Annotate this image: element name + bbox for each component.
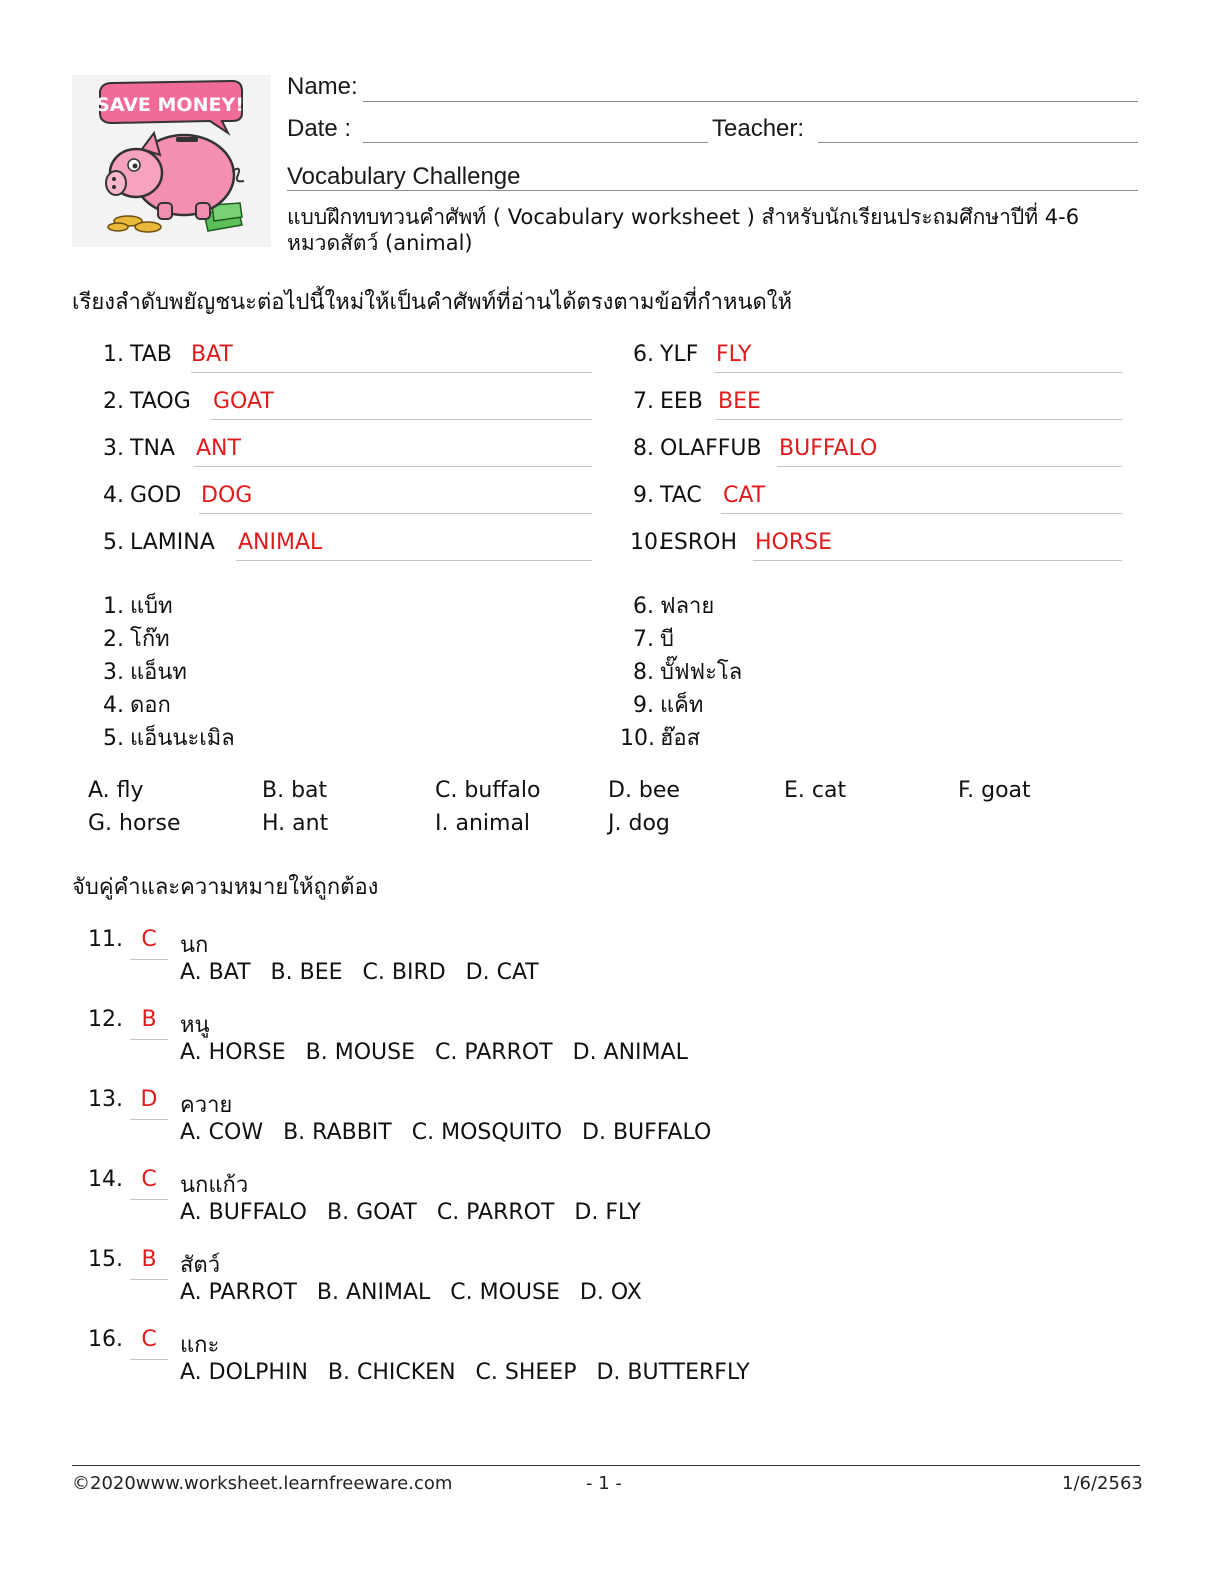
scramble-row [630, 436, 1122, 470]
answer-line[interactable] [236, 560, 592, 561]
scramble-number: 10. [630, 530, 665, 555]
title-underline [287, 190, 1138, 191]
choices: A. BUFFALO B. GOAT C. PARROT D. FLY [180, 1200, 641, 1225]
scramble-word: ESROH [660, 530, 738, 555]
scramble-row [100, 483, 592, 517]
question-number: 15. [88, 1247, 123, 1272]
answer-line[interactable] [130, 1199, 168, 1200]
scramble-number: 3. [103, 436, 124, 461]
choices: A. COW B. RABBIT C. MOSQUITO D. BUFFALO [180, 1120, 712, 1145]
matching-question [88, 1087, 788, 1157]
matching-question [88, 1007, 788, 1077]
scramble-number: 5. [103, 530, 124, 555]
list-item: 10. ฮ๊อส [620, 726, 701, 751]
answer-line[interactable] [716, 419, 1122, 420]
scramble-word: TAOG [130, 389, 191, 414]
footer-page-number: - 1 - [586, 1473, 622, 1494]
answer-line[interactable] [130, 1119, 168, 1120]
thai-word: หนู [180, 1013, 210, 1038]
option-item: G. horse [88, 811, 181, 836]
scramble-number: 7. [633, 389, 654, 414]
matching-question [88, 927, 788, 997]
matching-question [88, 1327, 788, 1397]
option-item: H. ant [262, 811, 329, 836]
footer-date: 1/6/2563 [1062, 1473, 1143, 1494]
answer-line[interactable] [714, 372, 1122, 373]
answer-line[interactable] [191, 372, 592, 373]
scramble-row [100, 436, 592, 470]
list-item: 2. โก๊ท [103, 627, 170, 652]
scramble-word: LAMINA [130, 530, 215, 555]
answer-line[interactable] [130, 1279, 168, 1280]
thai-word: นก [180, 933, 209, 958]
scramble-answer: ANIMAL [238, 530, 323, 555]
scramble-answer: DOG [201, 483, 253, 508]
thai-word: แกะ [180, 1333, 220, 1358]
option-item: D. bee [608, 778, 680, 803]
thai-word: ควาย [180, 1093, 233, 1118]
scramble-word: GOD [130, 483, 182, 508]
question-answer: C [141, 927, 157, 952]
scramble-answer: HORSE [755, 530, 833, 555]
subtitle-line-1: แบบฝึกทบทวนคำศัพท์ ( Vocabulary worksheet ) สำหรับนักเรียนประถมศึกษาปีที่ 4-6 [287, 205, 1080, 229]
thai-pronunciation-list-right [620, 590, 742, 755]
list-item: 5. แอ็นนะเมิล [103, 726, 235, 751]
question-number: 13. [88, 1087, 123, 1112]
answer-line[interactable] [130, 1359, 168, 1360]
list-item: 7. บี [633, 627, 674, 652]
list-item: 9. แค็ท [633, 693, 704, 718]
question-number: 11. [88, 927, 123, 952]
scramble-row [630, 530, 1122, 564]
question-answer: D [140, 1087, 158, 1112]
date-label: Date : [287, 115, 352, 142]
scramble-word: EEB [660, 389, 703, 414]
scramble-word: OLAFFUB [660, 436, 762, 461]
worksheet-title: Vocabulary Challenge [287, 163, 521, 190]
scramble-number: 8. [633, 436, 654, 461]
matching-question [88, 1247, 788, 1317]
answer-line[interactable] [194, 466, 592, 467]
choices: A. BAT B. BEE C. BIRD D. CAT [180, 960, 539, 985]
option-item: A. fly [88, 778, 144, 803]
scramble-word: TAC [660, 483, 702, 508]
scramble-row [100, 342, 592, 376]
matching-question [88, 1167, 788, 1237]
list-item: 1. แบ็ท [103, 594, 173, 619]
matching-instruction: จับคู่คำและความหมายให้ถูกต้อง [72, 875, 379, 900]
logo-text: SAVE MONEY! [96, 94, 244, 116]
scramble-number: 2. [103, 389, 124, 414]
footer-copyright: ©2020www.worksheet.learnfreeware.com [72, 1473, 453, 1494]
option-item: C. buffalo [435, 778, 541, 803]
choices: A. PARROT B. ANIMAL C. MOUSE D. OX [180, 1280, 642, 1305]
question-number: 12. [88, 1007, 123, 1032]
answer-line[interactable] [721, 513, 1122, 514]
name-field-line[interactable] [363, 101, 1138, 102]
choices: A. HORSE B. MOUSE C. PARROT D. ANIMAL [180, 1040, 688, 1065]
scramble-answer: FLY [716, 342, 752, 367]
scramble-row [100, 389, 592, 423]
option-item: F. goat [958, 778, 1031, 803]
answer-line[interactable] [211, 419, 592, 420]
list-item: 6. ฟลาย [633, 594, 715, 619]
question-answer: C [141, 1167, 157, 1192]
answer-line[interactable] [777, 466, 1122, 467]
piggy-bank-icon [72, 75, 271, 247]
answer-line[interactable] [199, 513, 592, 514]
name-label: Name: [287, 73, 358, 100]
scramble-answer: BUFFALO [779, 436, 878, 461]
teacher-field-line[interactable] [818, 142, 1138, 143]
choices: A. DOLPHIN B. CHICKEN C. SHEEP D. BUTTERFLY [180, 1360, 750, 1385]
option-item: B. bat [262, 778, 328, 803]
scramble-answer: BAT [191, 342, 233, 367]
thai-pronunciation-list-left [100, 590, 235, 755]
scramble-answer: CAT [723, 483, 766, 508]
footer-divider [72, 1465, 1140, 1466]
question-answer: C [141, 1327, 157, 1352]
scramble-word: TNA [130, 436, 175, 461]
scramble-number: 6. [633, 342, 654, 367]
scramble-number: 9. [633, 483, 654, 508]
answer-line[interactable] [130, 1039, 168, 1040]
scramble-number: 4. [103, 483, 124, 508]
answer-line[interactable] [130, 959, 168, 960]
scramble-answer: BEE [718, 389, 761, 414]
date-field-line[interactable] [363, 142, 708, 143]
option-item: I. animal [435, 811, 531, 836]
option-item: E. cat [784, 778, 847, 803]
scramble-word: YLF [660, 342, 699, 367]
thai-word: นกแก้ว [180, 1173, 249, 1198]
list-item: 8. บั๊ฟฟะโล [633, 660, 743, 685]
teacher-label: Teacher: [712, 115, 805, 142]
list-item: 4. ดอก [103, 693, 171, 718]
scramble-instruction: เรียงลำดับพยัญชนะต่อไปนี้ใหม่ให้เป็นคำศัพท์ที่อ่านได้ตรงตามข้อที่กำหนดให้ [72, 290, 793, 315]
scramble-answer: ANT [196, 436, 241, 461]
answer-line[interactable] [753, 560, 1122, 561]
question-number: 16. [88, 1327, 123, 1352]
list-item: 3. แอ็นท [103, 660, 187, 685]
scramble-row [630, 389, 1122, 423]
scramble-number: 1. [103, 342, 124, 367]
subtitle-line-2: หมวดสัตว์ (animal) [287, 231, 473, 255]
scramble-row [100, 530, 592, 564]
piggy-bank-logo [72, 75, 271, 247]
thai-word: สัตว์ [180, 1253, 221, 1278]
question-answer: B [141, 1247, 157, 1272]
scramble-row [630, 483, 1122, 517]
scramble-answer: GOAT [213, 389, 274, 414]
scramble-row [630, 342, 1122, 376]
scramble-word: TAB [130, 342, 172, 367]
question-answer: B [141, 1007, 157, 1032]
option-item: J. dog [608, 811, 670, 836]
question-number: 14. [88, 1167, 123, 1192]
